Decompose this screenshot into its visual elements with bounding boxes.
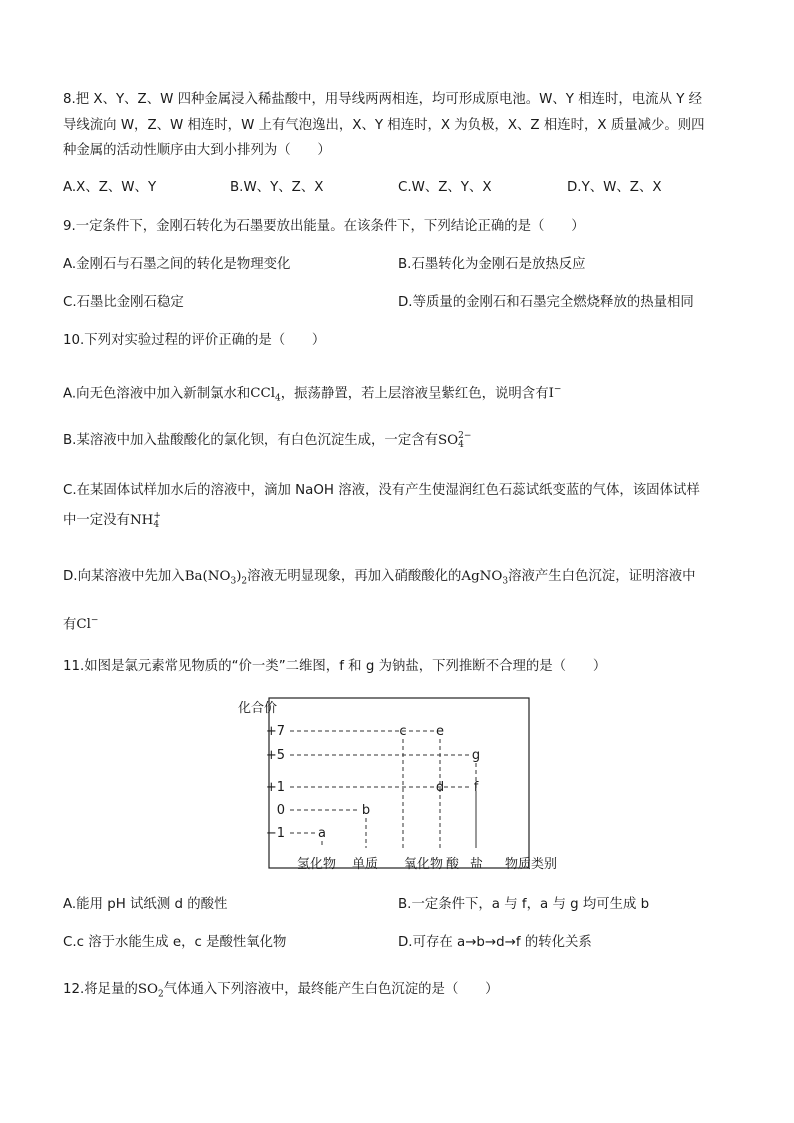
q10-option-b-text: B.某溶液中加入盐酸酸化的氯化钡，有白色沉淀生成，一定含有 — [63, 433, 438, 448]
y-tick-label: +7 — [265, 724, 285, 739]
point-label-b: b — [361, 803, 371, 818]
q8-option-b: B.W、Y、Z、X — [230, 180, 324, 195]
ccl4-formula: CCl$_4$ — [250, 386, 281, 405]
q10-option-c-line-1: C.在某固体试样加水后的溶液中，滴加 NaOH 溶液，没有产生使湿润红色石蕊试纸变蓝的气体，该固体试样 — [63, 483, 700, 498]
q9-option-a: A.金刚石与石墨之间的转化是物理变化 — [63, 257, 291, 272]
q10-option-d-text-1: D.向某溶液中先加入 — [63, 569, 185, 584]
q11-option-b: B.一定条件下，a 与 f，a 与 g 均可生成 b — [398, 897, 650, 912]
q10-stem: 10.下列对实验过程的评价正确的是（ ） — [63, 333, 326, 348]
q11-option-c: C.c 溶于水能生成 e，c 是酸性氧化物 — [63, 935, 287, 950]
q8-stem-line-1: 8.把 X、Y、Z、W 四种金属浸入稀盐酸中，用导线两两相连，均可形成原电池。W、Y 相连时，电流从 Y 经 — [63, 92, 703, 107]
so2-formula: $SO_2$ — [137, 982, 164, 1000]
point-label-g: g — [471, 748, 481, 763]
q8-option-c: C.W、Z、Y、X — [398, 180, 492, 195]
q10-option-c-text: 中一定没有 — [63, 513, 130, 528]
q9-stem: 9.一定条件下，金刚石转化为石墨要放出能量。在该条件下，下列结论正确的是（ ） — [63, 219, 585, 234]
q12-stem — [63, 980, 499, 1005]
q9-option-d: D.等质量的金刚石和石墨完全燃烧释放的热量相同 — [398, 295, 694, 310]
point-label-f: f — [473, 780, 479, 795]
q11-option-d: D.可存在 a→b→d→f 的转化关系 — [398, 935, 592, 950]
ammonium-ion: NH + 4 — [129, 510, 161, 530]
q10-option-a-text-2: ，振荡静置，若上层溶液呈紫红色，说明含有 — [280, 386, 549, 402]
x-category-label: 酸 — [446, 857, 460, 872]
y-tick-label: +1 — [265, 780, 285, 795]
q9-option-c: C.石墨比金刚石稳定 — [63, 295, 184, 310]
point-label-a: a — [318, 826, 326, 841]
x-axis-label: 物质类别 — [505, 857, 558, 872]
silver-nitrate-formula: AgNO$_3$ — [461, 569, 509, 587]
q11-stem: 11.如图是氯元素常见物质的“价一类”二维图，f 和 g 为钠盐，下列推断不合理的是（ ） — [63, 659, 607, 674]
barium-nitrate-formula: $Ba(NO_3)_2$ — [184, 569, 248, 587]
y-tick-label: 0 — [276, 803, 285, 818]
y-tick-label: −1 — [265, 826, 285, 841]
y-tick-label: +5 — [265, 748, 285, 763]
q12-text-1: 12.将足量的 — [63, 982, 138, 997]
x-category-label: 单质 — [352, 857, 379, 872]
point-label-e: e — [436, 724, 444, 739]
point-label-c: c — [399, 724, 407, 739]
q8-option-d: D.Y、W、Z、X — [567, 180, 662, 195]
q9-option-b: B.石墨转化为金刚石是放热反应 — [398, 257, 586, 272]
chloride-ion: Cl− — [76, 616, 99, 633]
q10-option-d-text-3: 溶液产生白色沉淀，证明溶液中 — [508, 569, 696, 584]
q8-stem-line-2: 导线流向 W，Z、W 相连时，W 上有气泡逸出，X、Y 相连时，X 为负极，X、Z 相连时，X 质量减少。则四 — [63, 118, 705, 133]
q10-option-d-text-4: 有 — [63, 617, 77, 633]
x-category-label: 盐 — [470, 857, 484, 872]
q8-stem-line-3: 种金属的活动性顺序由大到小排列为（ ） — [63, 143, 331, 158]
sulfate-ion: SO 2− 4 — [438, 430, 472, 450]
iodide-ion: I− — [548, 385, 562, 402]
y-axis-label: 化合价 — [238, 701, 278, 716]
q10-option-a-text-1: A.向无色溶液中加入新制氯水和 — [63, 386, 251, 402]
x-category-label: 氧化物 — [404, 857, 444, 872]
q11-option-a: A.能用 pH 试纸测 d 的酸性 — [63, 897, 228, 912]
q10-option-d-text-2: 溶液无明显现象，再加入硝酸酸化的 — [247, 569, 462, 584]
point-label-d: d — [435, 780, 445, 795]
q8-option-a: A.X、Z、W、Y — [63, 180, 157, 195]
x-category-label: 氢化物 — [297, 857, 337, 872]
q12-text-2: 气体通入下列溶液中，最终能产生白色沉淀的是（ ） — [163, 982, 499, 997]
